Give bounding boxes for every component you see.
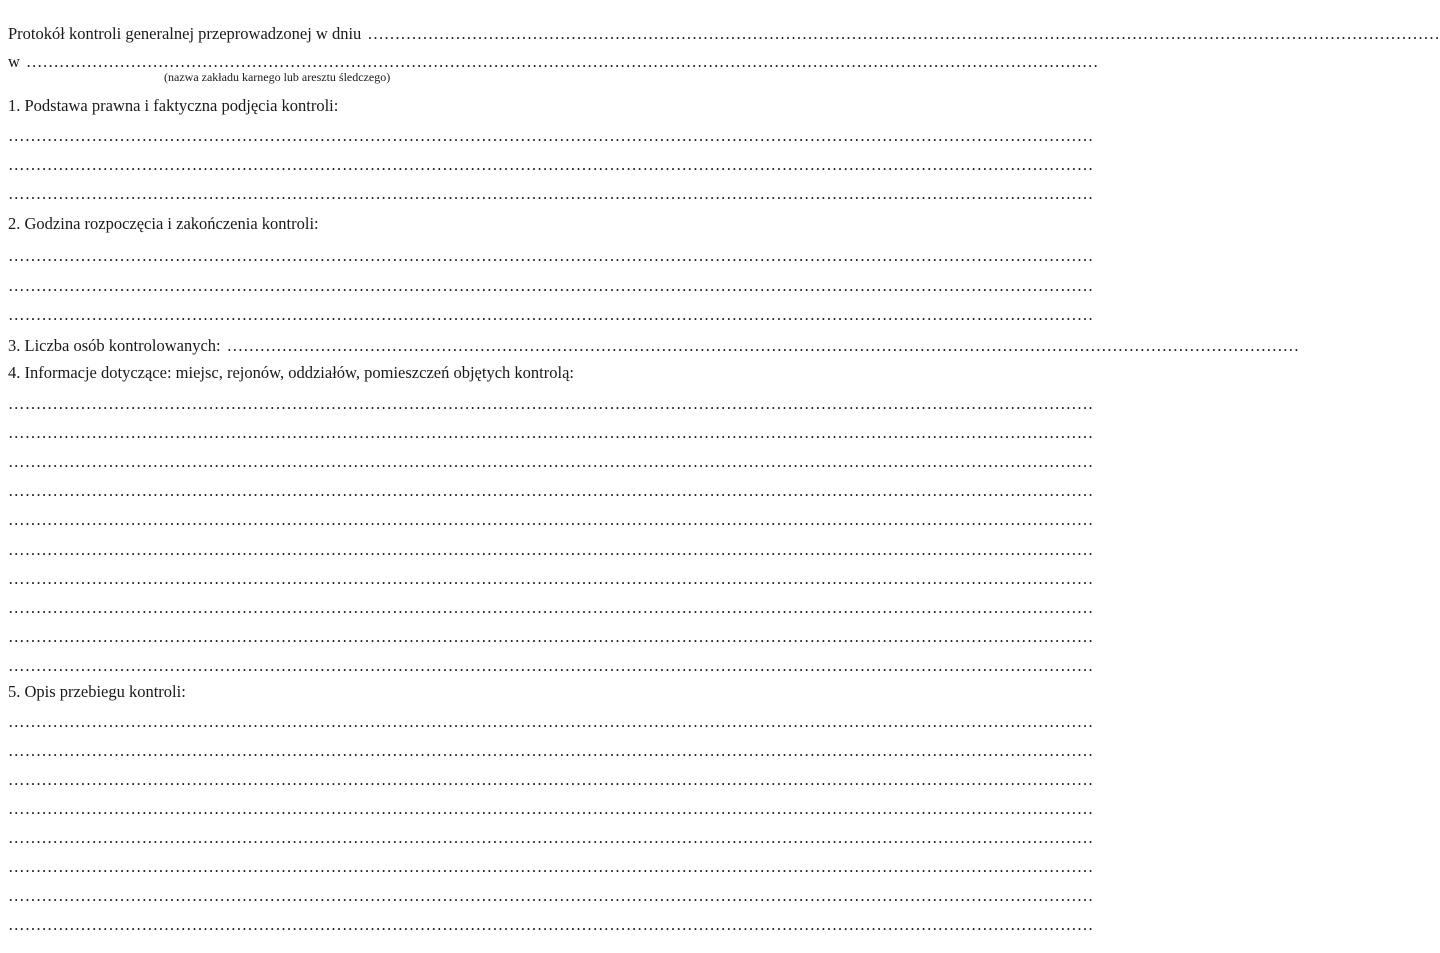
w-label: w xyxy=(8,52,20,71)
section-5-line[interactable]: …………………………………………………………………………………………………………………………………………………………………………… xyxy=(8,741,1094,760)
section-5-heading: 5. Opis przebiegu kontroli: xyxy=(8,682,186,701)
section-4-line[interactable]: …………………………………………………………………………………………………………………………………………………………………………… xyxy=(8,510,1094,529)
facility-field[interactable]: …………………………………………………………………………………………………………………………………………………………………………… xyxy=(25,52,1099,71)
section-1-line[interactable]: …………………………………………………………………………………………………………………………………………………………………………… xyxy=(8,184,1094,203)
form-page xyxy=(8,0,1440,953)
section-1-line[interactable]: …………………………………………………………………………………………………………………………………………………………………………… xyxy=(8,126,1094,145)
date-field[interactable]: …………………………………………………………………………………………………………………………………………………………………………… xyxy=(367,24,1440,43)
section-1-line[interactable]: …………………………………………………………………………………………………………………………………………………………………………… xyxy=(8,155,1094,174)
section-5-line[interactable]: …………………………………………………………………………………………………………………………………………………………………………… xyxy=(8,915,1094,934)
persons-count-field[interactable]: …………………………………………………………………………………………………………………………………………………………………………… xyxy=(226,336,1300,355)
section-3-heading: 3. Liczba osób kontrolowanych: xyxy=(8,336,221,355)
section-5-line[interactable]: …………………………………………………………………………………………………………………………………………………………………………… xyxy=(8,770,1094,789)
facility-row xyxy=(8,52,1099,72)
section-5-line[interactable]: …………………………………………………………………………………………………………………………………………………………………………… xyxy=(8,799,1094,818)
section-4-heading: 4. Informacje dotyczące: miejsc, rejonów, oddziałów, pomieszczeń objętych kontrolą: xyxy=(8,363,574,382)
title-row xyxy=(8,24,1440,44)
section-2-line[interactable]: …………………………………………………………………………………………………………………………………………………………………………… xyxy=(8,305,1094,324)
section-5-line[interactable]: …………………………………………………………………………………………………………………………………………………………………………… xyxy=(8,886,1094,905)
section-2-heading: 2. Godzina rozpoczęcia i zakończenia kontroli: xyxy=(8,214,319,233)
section-2-line[interactable]: …………………………………………………………………………………………………………………………………………………………………………… xyxy=(8,276,1094,295)
section-3-row xyxy=(8,336,1300,356)
facility-caption: (nazwa zakładu karnego lub aresztu śledczego) xyxy=(164,70,391,84)
section-5-line[interactable]: …………………………………………………………………………………………………………………………………………………………………………… xyxy=(8,712,1094,731)
section-4-line[interactable]: …………………………………………………………………………………………………………………………………………………………………………… xyxy=(8,394,1094,413)
section-4-line[interactable]: …………………………………………………………………………………………………………………………………………………………………………… xyxy=(8,540,1094,559)
section-4-line[interactable]: …………………………………………………………………………………………………………………………………………………………………………… xyxy=(8,481,1094,500)
section-2-line[interactable]: …………………………………………………………………………………………………………………………………………………………………………… xyxy=(8,246,1094,265)
section-1-heading: 1. Podstawa prawna i faktyczna podjęcia kontroli: xyxy=(8,96,339,115)
section-5-line[interactable]: …………………………………………………………………………………………………………………………………………………………………………… xyxy=(8,857,1094,876)
section-4-line[interactable]: …………………………………………………………………………………………………………………………………………………………………………… xyxy=(8,598,1094,617)
section-5-line[interactable]: …………………………………………………………………………………………………………………………………………………………………………… xyxy=(8,828,1094,847)
section-4-line[interactable]: …………………………………………………………………………………………………………………………………………………………………………… xyxy=(8,569,1094,588)
title-label: Protokół kontroli generalnej przeprowadzonej w dniu xyxy=(8,24,362,43)
section-4-line[interactable]: …………………………………………………………………………………………………………………………………………………………………………… xyxy=(8,423,1094,442)
section-4-line[interactable]: …………………………………………………………………………………………………………………………………………………………………………… xyxy=(8,452,1094,471)
section-4-line[interactable]: …………………………………………………………………………………………………………………………………………………………………………… xyxy=(8,656,1094,675)
section-4-line[interactable]: …………………………………………………………………………………………………………………………………………………………………………… xyxy=(8,627,1094,646)
